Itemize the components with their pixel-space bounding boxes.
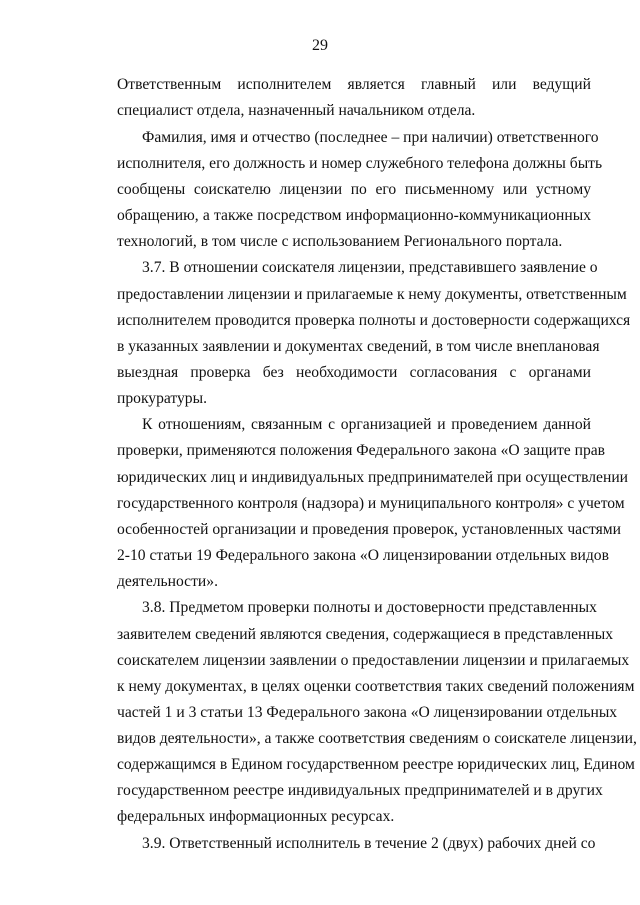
text-line: особенностей организации и проведения проверок, установленных частями (117, 520, 622, 538)
text-line: обращению, а также посредством информационно-коммуникационных (117, 206, 591, 224)
text-line: к нему документах, в целях оценки соответствия таких сведений положениям (117, 677, 635, 695)
text-line: федеральных информационных ресурсах. (117, 808, 395, 826)
text-line: видов деятельности», а также соответствия сведениям о соискателе лицензии, (117, 729, 637, 747)
paragraph (117, 255, 631, 412)
paragraph (117, 595, 637, 830)
paragraph (117, 125, 603, 255)
text-line: юридических лиц и индивидуальных предпринимателей при осуществлении (117, 468, 629, 486)
text-line: предоставлении лицензии и прилагаемые к нему документы, ответственным (117, 285, 627, 303)
text-line: исполнителем проводится проверка полноты и достоверности содержащихся (117, 311, 631, 329)
paragraph (117, 72, 591, 124)
text-line: Ответственным исполнителем является главный или ведущий (117, 76, 591, 93)
text-line: технологий, в том числе с использованием Регионального портала. (117, 232, 563, 250)
text-line: прокуратуры. (117, 389, 207, 407)
text-line: 3.9. Ответственный исполнитель в течение 2 (двух) рабочих дней со (142, 834, 596, 852)
text-line: К отношениям, связанным с организацией и проведением данной (142, 416, 591, 434)
text-line: в указанных заявлении и документах сведений, в том числе внеплановая (117, 337, 600, 355)
text-line: Фамилия, имя и отчество (последнее – при наличии) ответственного (142, 128, 599, 146)
text-line: заявителем сведений являются сведения, содержащиеся в представленных (117, 625, 614, 643)
text-line: деятельности». (117, 572, 218, 590)
text-line: исполнителя, его должность и номер служебного телефона должны быть (117, 154, 603, 172)
text-line: государственного контроля (надзора) и муниципального контроля» с учетом (117, 494, 625, 512)
text-line: проверки, применяются положения Федерального закона «О защите прав (117, 442, 606, 460)
text-line: 3.8. Предметом проверки полноты и достоверности представленных (142, 599, 597, 617)
text-line: выездная проверка без необходимости согласования с органами (117, 363, 591, 381)
text-line: специалист отдела, назначенный начальником отдела. (117, 102, 476, 120)
text-line: 2-10 статьи 19 Федерального закона «О лицензировании отдельных видов (117, 546, 609, 564)
text-line: частей 1 и 3 статьи 13 Федерального закона «О лицензировании отдельных (117, 703, 618, 721)
text-line: сообщены соискателю лицензии по его письменному или устному (117, 180, 591, 198)
document-body (117, 72, 637, 857)
paragraph (117, 831, 596, 857)
text-line: соискателем лицензии заявлении о предоставлении лицензии и прилагаемых (117, 651, 630, 669)
paragraph (117, 412, 629, 595)
text-line: 3.7. В отношении соискателя лицензии, представившего заявление о (142, 259, 598, 277)
text-line: государственном реестре индивидуальных предпринимателей и в других (117, 782, 603, 800)
text-line: содержащимся в Едином государственном реестре юридических лиц, Едином (117, 756, 635, 773)
page-number: 29 (312, 37, 328, 54)
